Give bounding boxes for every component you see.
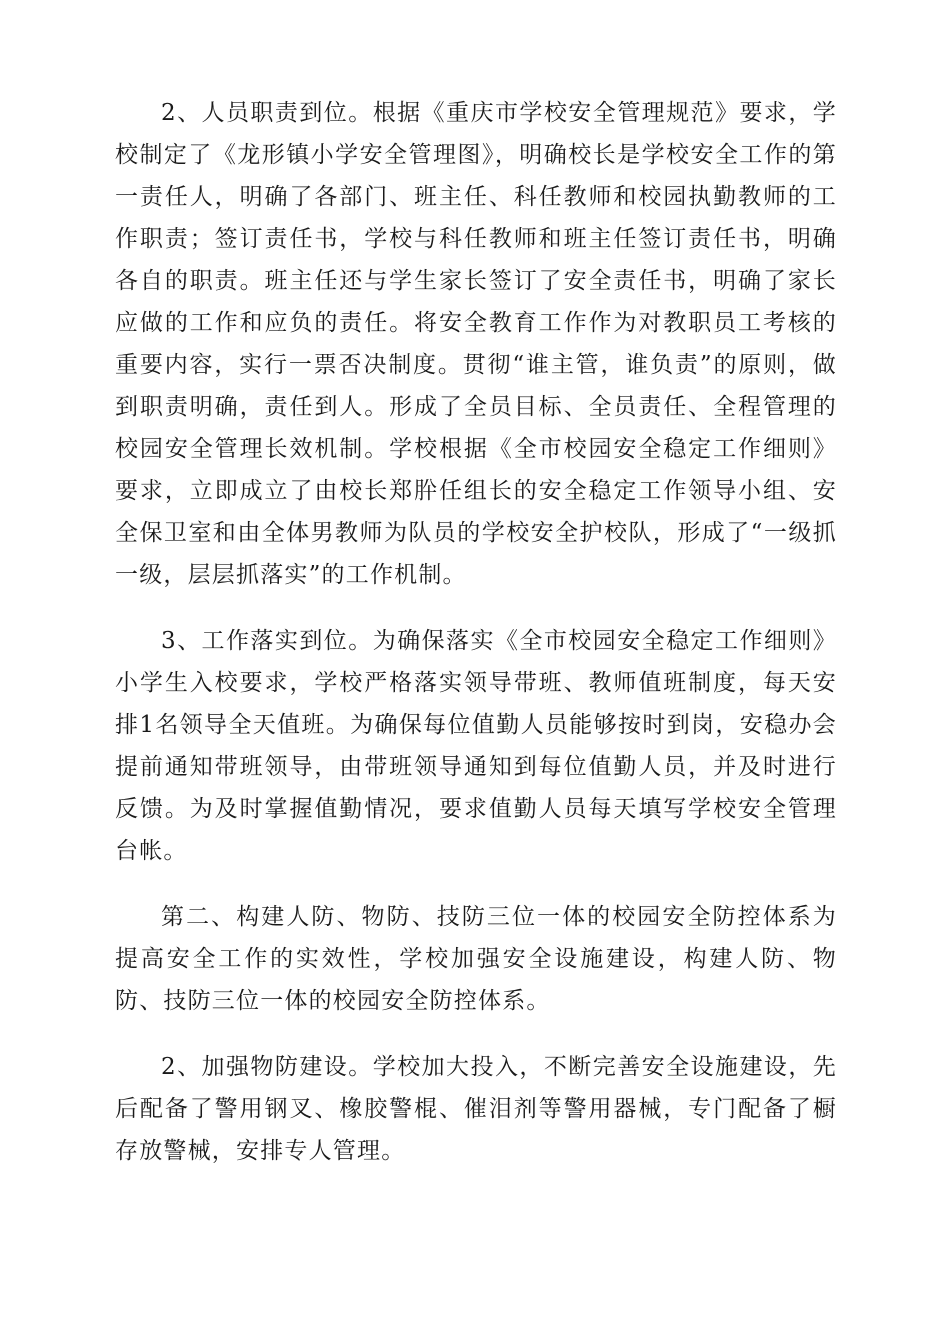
paragraph-security-system: 第二、构建人防、物防、技防三位一体的校园安全防控体系为提高安全工作的实效性，学校加强安全设施建设，构建人防、物防、技防三位一体的校园安全防控体系。 [115, 904, 837, 1014]
paragraph-personnel-duties: 2、人员职责到位。根据《重庆市学校安全管理规范》要求，学校制定了《龙形镇小学安全管理图》，明确校长是学校安全工作的第一责任人，明确了各部门、班主任、科任教师和校园执勤教师的工作职责；签订责任书，学校与科任教师和班主任签订责任书，明确各自的职责。班主任还与学生家长签订了安全责任书，明确了家长应做的工作和应负的责任。将安全教育工作作为对教职员工考核的重要内容，实行一票否决制度。贯彻“谁主管，谁负责”的原则，做到职责明确，责任到人。形成了全员目标、全员责任、全程管理的校园安全管理长效机制。学校根据《全市校园安全稳定工作细则》要求，立即成立了由校长郑肸任组长的安全稳定工作领导小组、安全保卫室和由全体男教师为队员的学校安全护校队，形成了“一级抓一级，层层抓落实”的工作机制。 [115, 100, 837, 588]
paragraph-work-implementation: 3、工作落实到位。为确保落实《全市校园安全稳定工作细则》小学生入校要求，学校严格落实领导带班、教师值班制度，每天安排1名领导全天值班。为确保每位值勤人员能够按时到岗，安稳办会提前通知带班领导，由带班领导通知到每位值勤人员，并及时进行反馈。为及时掌握值勤情况，要求值勤人员每天填写学校安全管理台帐。 [115, 628, 837, 864]
paragraph-physical-defense: 2、加强物防建设。学校加大投入，不断完善安全设施建设，先后配备了警用钢叉、橡胶警棍、催泪剂等警用器械，专门配备了橱存放警械，安排专人管理。 [115, 1054, 837, 1164]
document-body [115, 92, 837, 1196]
